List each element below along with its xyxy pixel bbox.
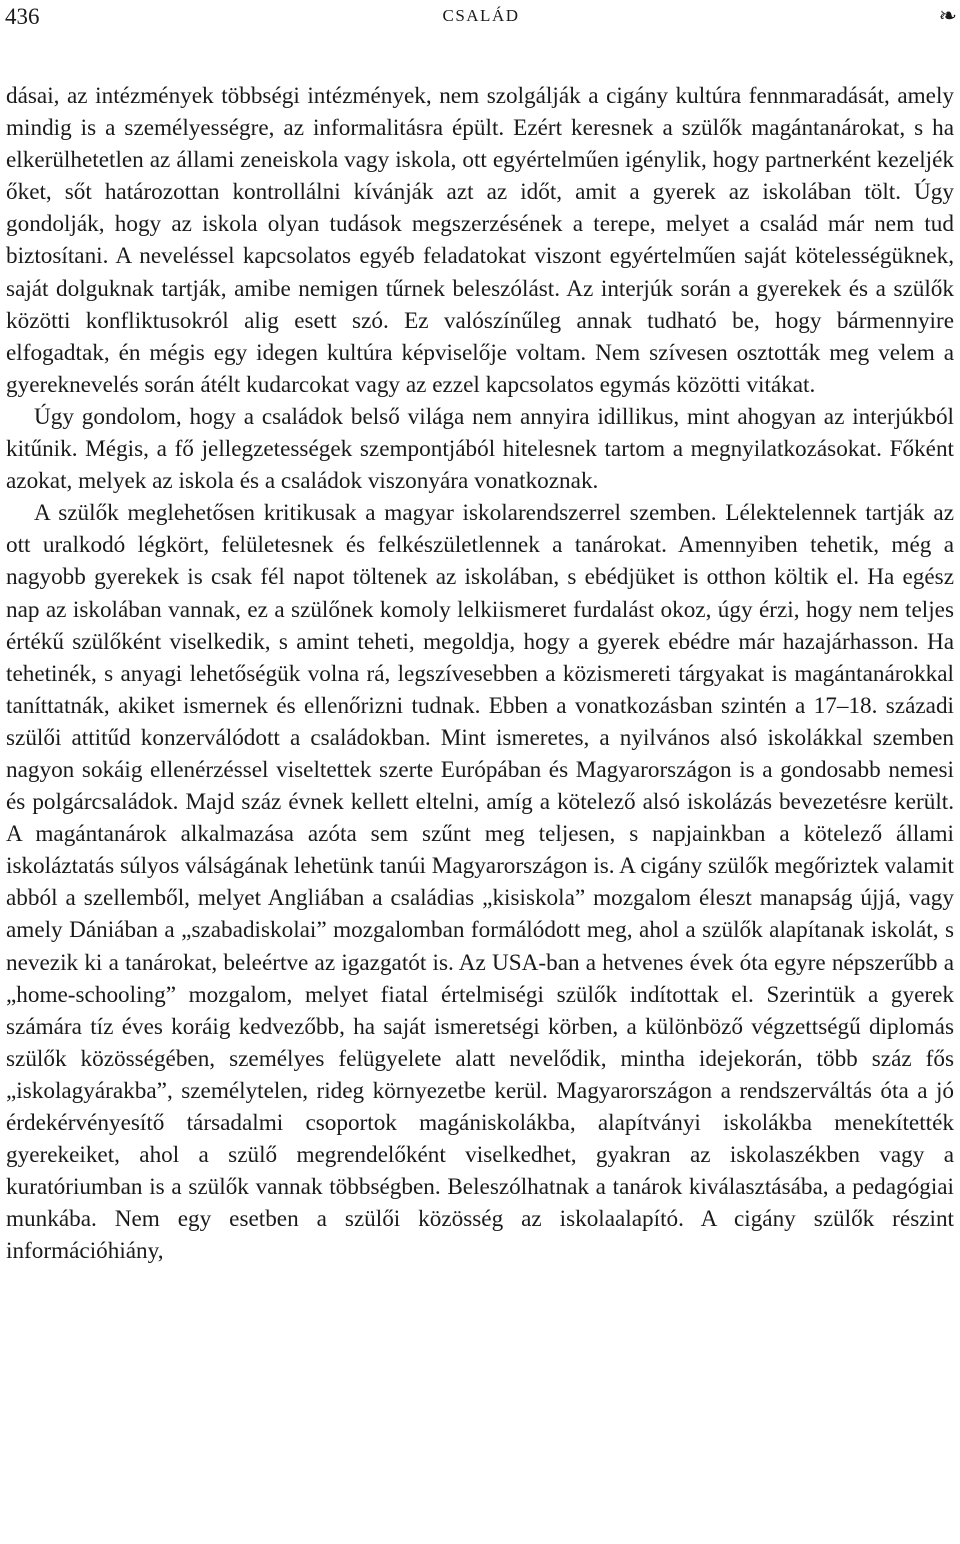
paragraph: dásai, az intézmények többségi intézmények, nem szolgálják a cigány kultúra fennmaradását, amely mindig is a személyességre, az informalitásra épült. Ezért keresnek a szülők magántanárokat, s ha elkerülhetetlen az állami zeneiskola vagy iskola, ott egyértelműen igénylik, hogy partnerként kezeljék őket, sőt határozottan kontrollálni kívánják azt az időt, amit a gyerek az iskolában tölt. Úgy gondolják, hogy az iskola olyan tudások megszerzésének a terepe, melyet a család már nem tud biztosítani. A neveléssel kapcsolatos egyéb feladatokat viszont egyértelműen saját kötelességüknek, saját dolguknak tartják, amibe nemigen tűrnek beleszólást. Az interjúk során a gyerekek és a szülők közötti konfliktusokról alig esett szó. Ez valószínűleg annak tudható be, hogy bármennyire elfogadtak, én mégis egy idegen kultúra képviselője voltam. Nem szívesen osztották meg velem a gyereknevelés során átélt kudarcokat vagy az ezzel kapcsolatos egymás közötti vitákat. (6, 83, 954, 398)
fleuron-icon: ❧ (938, 3, 957, 28)
page-number: 436 (5, 4, 40, 29)
running-title: CSALÁD (442, 6, 520, 25)
paragraph: A szülők meglehetősen kritikusak a magyar iskolarendszerrel szemben. Lélektelennek tartják az ott uralkodó légkört, felületesnek és felkészületlennek a tanárokat. Amennyiben tehetik, még a nagyobb gyerekek is csak fél napot töltenek az iskolában, s ebédjüket is otthon költik el. Ha egész nap az iskolában vannak, ez a szülőnek komoly lelkiismeret furdalást okoz, úgy érzi, hogy nem teljes értékű szülőként viselkedik, s amint teheti, megoldja, hogy a gyerek ebédre már hazajárhasson. Ha tehetinék, s anyagi lehetőségük volna rá, legszívesebben a közismereti tárgyakat is magántanárokkal taníttatnák, akiket ismernek és ellenőrizni tudnak. Ebben a vonatkozásban szintén a 17–18. századi szülői attitűd konzerválódott a családokban. Mint ismeretes, a nyilvános alsó iskolákkal szemben nagyon sokáig ellenérzéssel viseltettek szerte Európában és Magyarországon is a gondosabb nemesi és polgárcsaládok. Majd száz évnek kellett eltelni, amíg a kötelező alsó iskolázás bevezetésre került. A magántanárok alkalmazása azóta sem szűnt meg teljesen, s napjainkban a kötelező állami iskoláztatás súlyos válságának lehetünk tanúi Magyarországon is. A cigány szülők megőriztek valamit abból a szellemből, melyet Angliában a családias „kisiskola” mozgalom éleszt manapság újjá, vagy amely Dániában a „szabadiskolai” mozgalomban formálódott meg, ahol a szülők alapítanak iskolát, s nevezik ki a tanárokat, beleértve az igazgatót is. Az USA-ban a hetvenes évek óta egyre népszerűbb a „home-schooling” mozgalom, melyet fiatal értelmiségi szülők indítottak el. Szerintük a gyerek számára tíz éves koráig kedvezőbb, ha saját ismeretségi körben, a különböző végzettségű diplomás szülők közösségében, személyes felügyelete alatt nevelődik, mintha idejekorán, több száz fős „iskolagyárakba”, személytelen, rideg környezetbe kerül. Magyarországon a rendszerváltás óta a jó érdekérvényesítő társadalmi csoportok magániskolákba, alapítványi iskolákba menekítették gyerekeiket, ahol a szülő megrendelőként viselkedhet, gyakran az iskolaszékben vagy a kuratóriumban is a szülők vannak többségben. Beleszólhatnak a tanárok kiválasztásába, a pedagógiai munkába. Nem egy esetben a szülői közösség az iskolaalapító. A cigány szülők részint információhiány, (6, 500, 954, 1265)
paragraph: Úgy gondolom, hogy a családok belső világa nem annyira idillikus, mint ahogyan az interjúkból kitűnik. Mégis, a fő jellegzetességek szempontjából hitelesnek tartom a megnyilatkozásokat. Főként azokat, melyek az iskola és a családok viszonyára vonatkoznak. (6, 403, 954, 495)
page-header (5, 4, 957, 32)
body-text (6, 80, 954, 1267)
